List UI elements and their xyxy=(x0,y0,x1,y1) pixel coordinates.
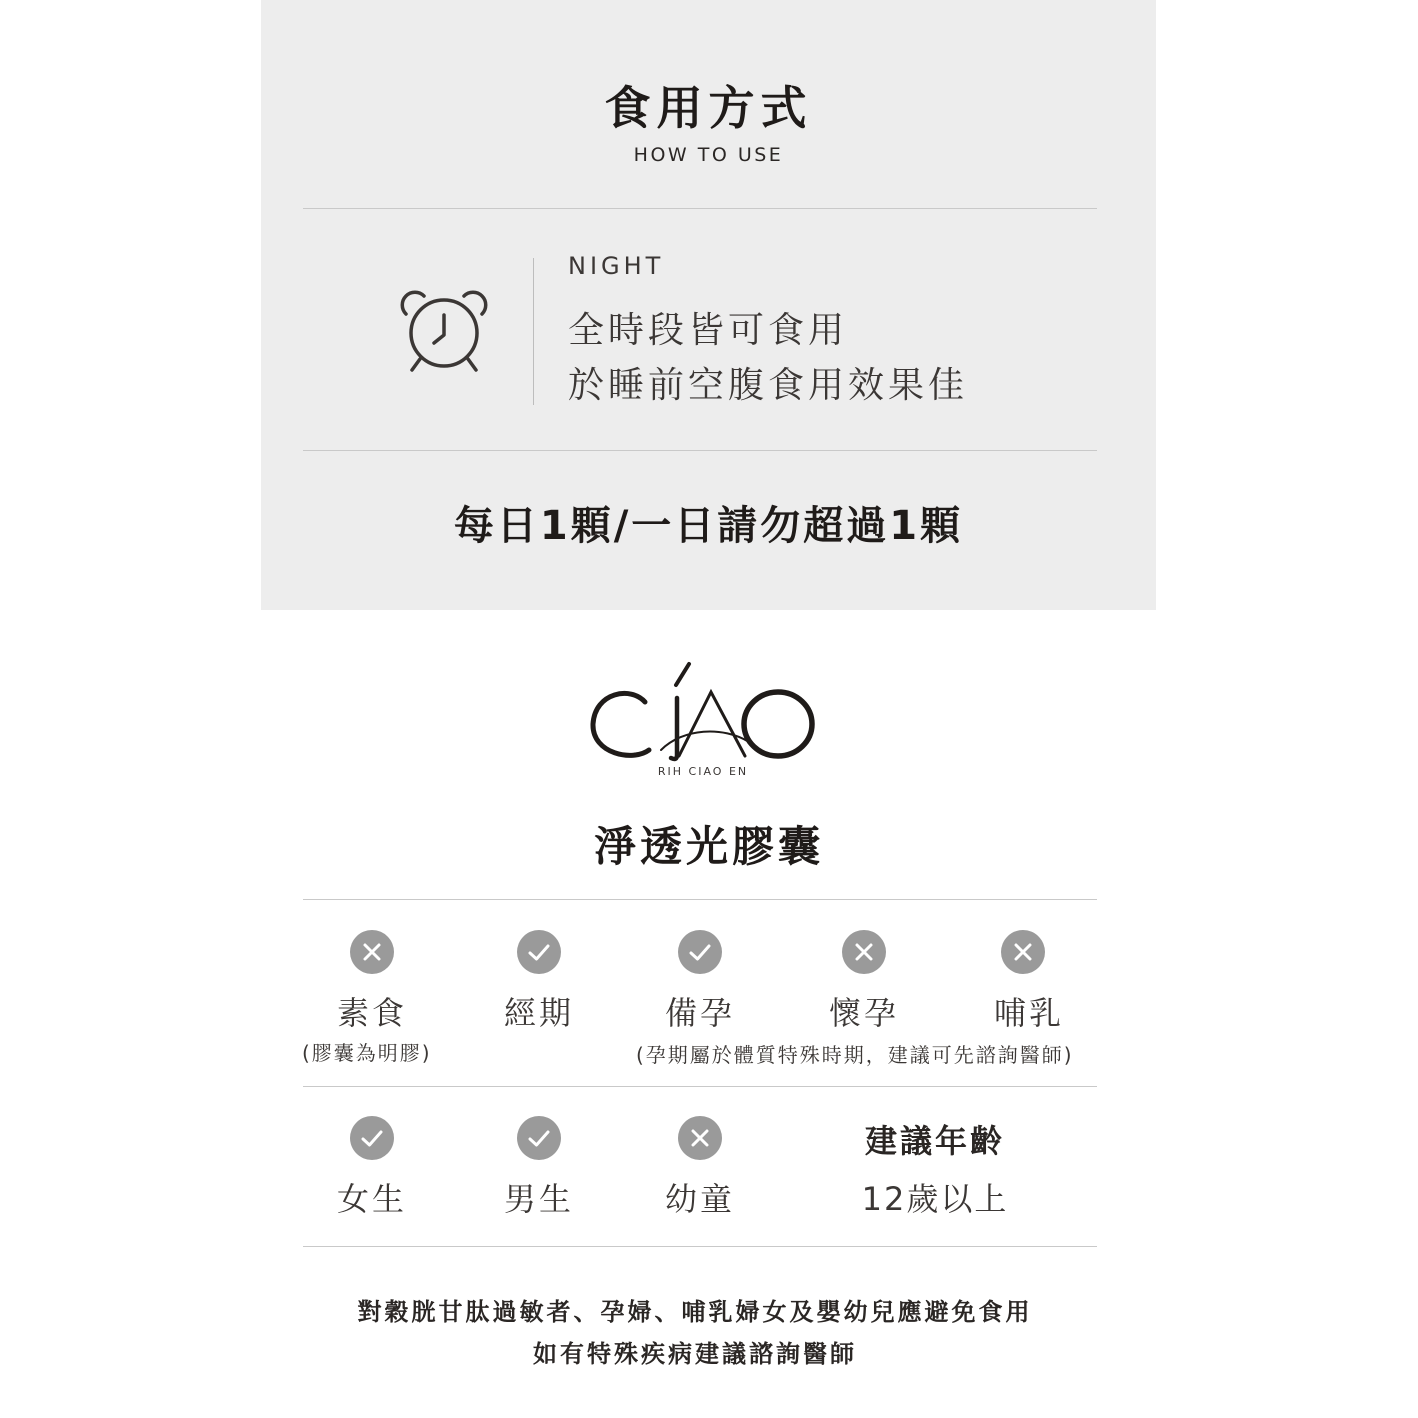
ciao-logo xyxy=(583,658,823,780)
divider xyxy=(303,208,1097,209)
age-value: 12歲以上 xyxy=(861,1180,1009,1218)
logo-subtext: RIH CIAO EN xyxy=(657,765,749,778)
label-children: 幼童 xyxy=(664,1180,735,1218)
usage-line-1: 全時段皆可食用 xyxy=(568,310,849,351)
note-gelatin: (膠囊為明膠) xyxy=(302,1041,432,1065)
label-pregnancy: 懷孕 xyxy=(828,994,899,1032)
check-icon xyxy=(678,930,722,974)
check-icon xyxy=(517,1116,561,1160)
cross-icon xyxy=(1001,930,1045,974)
check-icon xyxy=(350,1116,394,1160)
label-trying-to-conceive: 備孕 xyxy=(664,994,735,1032)
cross-icon xyxy=(842,930,886,974)
age-title: 建議年齡 xyxy=(864,1122,1005,1160)
label-female: 女生 xyxy=(336,1180,407,1218)
label-vegetarian: 素食 xyxy=(336,994,407,1032)
time-label: NIGHT xyxy=(568,252,665,280)
cross-icon xyxy=(350,930,394,974)
note-pregnancy: (孕期屬於體質特殊時期，建議可先諮詢醫師) xyxy=(636,1043,1074,1067)
label-menstruation: 經期 xyxy=(503,994,574,1032)
warning-line-2: 如有特殊疾病建議諮詢醫師 xyxy=(533,1340,857,1368)
vertical-divider xyxy=(533,258,534,405)
how-to-use-title: 食用方式 xyxy=(604,81,813,135)
label-male: 男生 xyxy=(503,1180,574,1218)
divider xyxy=(303,1246,1097,1247)
dosage-text: 每日1顆/一日請勿超過1顆 xyxy=(453,503,964,549)
divider xyxy=(303,1086,1097,1087)
usage-line-2: 於睡前空腹食用效果佳 xyxy=(568,365,969,406)
divider xyxy=(303,450,1097,451)
how-to-use-subtitle: HOW TO USE xyxy=(633,144,784,166)
warning-line-1: 對穀胱甘肽過敏者、孕婦、哺乳婦女及嬰幼兒應避免食用 xyxy=(357,1298,1033,1326)
label-breastfeeding: 哺乳 xyxy=(993,994,1064,1032)
check-icon xyxy=(517,930,561,974)
divider xyxy=(303,899,1097,900)
cross-icon xyxy=(678,1116,722,1160)
product-name: 淨透光膠囊 xyxy=(593,822,824,871)
alarm-clock-icon xyxy=(398,288,490,378)
